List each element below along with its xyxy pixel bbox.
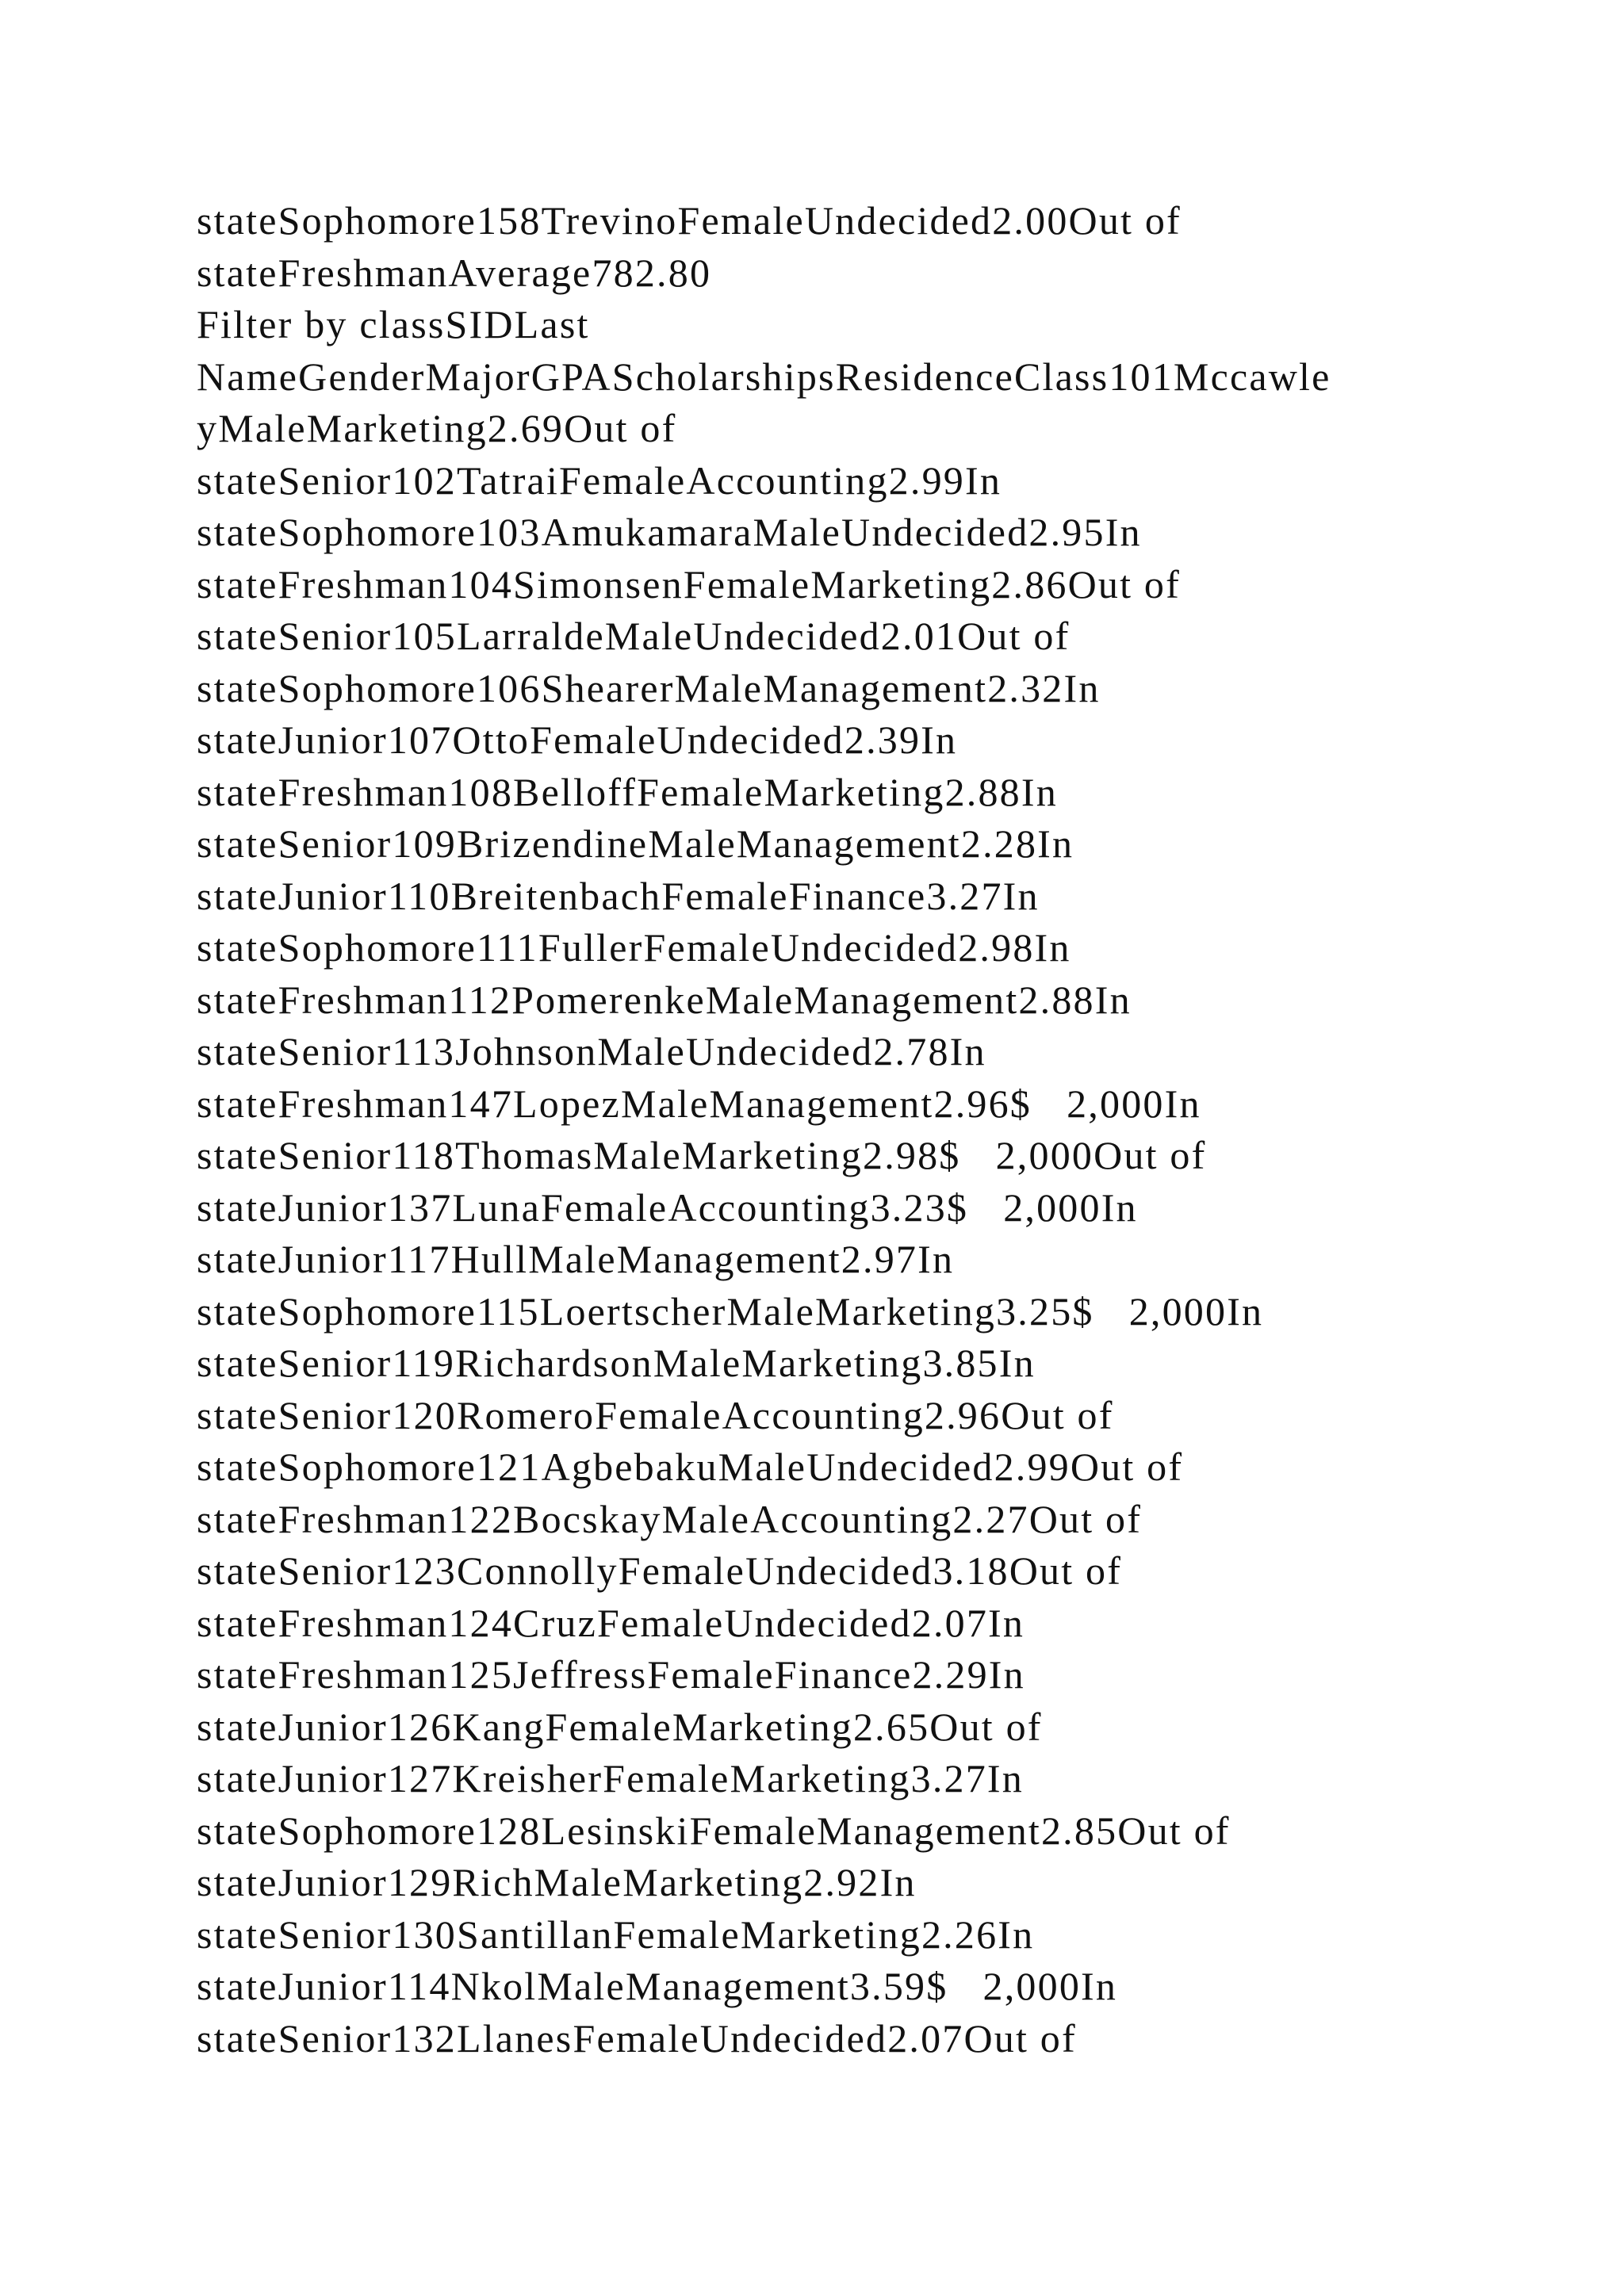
text-line: stateJunior137LunaFemaleAccounting3.23$ 2,000In [197, 1184, 1138, 1230]
text-line: stateFreshman104SimonsenFemaleMarketing2.86Out of [197, 561, 1181, 607]
document-text-block [197, 195, 1481, 2064]
text-line: stateSophomore115LoertscherMaleMarketing3.25$ 2,000In [197, 1288, 1264, 1334]
text-line: stateFreshmanAverage782.80 [197, 250, 712, 295]
text-line: stateSenior109BrizendineMaleManagement2.28In [197, 821, 1074, 866]
text-line: stateSophomore121AgbebakuMaleUndecided2.99Out of [197, 1445, 1184, 1489]
text-line: stateSophomore103AmukamaraMaleUndecided2.95In [197, 510, 1142, 554]
text-line: stateSenior102TatraiFemaleAccounting2.99In [197, 457, 1002, 503]
text-line: stateFreshman108BelloffFemaleMarketing2.88In [197, 769, 1058, 814]
text-line: stateSenior123ConnollyFemaleUndecided3.18Out of [197, 1548, 1123, 1593]
text-line: stateSenior120RomeroFemaleAccounting2.96Out of [197, 1392, 1114, 1437]
text-line: stateSenior105LarraldeMaleUndecided2.01Out of [197, 614, 1071, 658]
text-line: yMaleMarketing2.69Out of [197, 406, 677, 450]
text-line: NameGenderMajorGPAScholarshipsResidenceClass101Mccawle [197, 354, 1331, 399]
text-line: stateJunior110BreitenbachFemaleFinance3.27In [197, 873, 1040, 918]
text-line: stateSenior113JohnsonMaleUndecided2.78In [197, 1029, 986, 1073]
text-line: stateFreshman147LopezMaleManagement2.96$ 2,000In [197, 1081, 1201, 1126]
text-line: stateSophomore158TrevinoFemaleUndecided2.00Out of [197, 198, 1182, 243]
text-line: stateJunior126KangFemaleMarketing2.65Out of [197, 1704, 1043, 1749]
text-line: stateFreshman124CruzFemaleUndecided2.07In [197, 1600, 1025, 1645]
text-line: stateJunior129RichMaleMarketing2.92In [197, 1860, 917, 1904]
text-line: stateJunior127KreisherFemaleMarketing3.27In [197, 1756, 1024, 1800]
text-line: stateFreshman122BocskayMaleAccounting2.27Out of [197, 1496, 1143, 1541]
text-line: stateFreshman112PomerenkeMaleManagement2.88In [197, 977, 1132, 1022]
text-line: stateSenior132LlanesFemaleUndecided2.07Out of [197, 2015, 1077, 2061]
text-line: stateSophomore128LesinskiFemaleManagement2.85Out of [197, 1808, 1231, 1853]
text-line: stateSenior118ThomasMaleMarketing2.98$ 2,000Out of [197, 1133, 1207, 1177]
text-line: stateSenior130SantillanFemaleMarketing2.26In [197, 1911, 1035, 1957]
text-line: stateJunior107OttoFemaleUndecided2.39In [197, 718, 958, 762]
text-line: stateSophomore111FullerFemaleUndecided2.98In [197, 925, 1071, 970]
text-line: stateSophomore106ShearerMaleManagement2.32In [197, 665, 1101, 710]
text-line: stateJunior117HullMaleManagement2.97In [197, 1237, 955, 1281]
text-line: Filter by classSIDLast [197, 302, 590, 346]
text-line: stateSenior119RichardsonMaleMarketing3.85In [197, 1341, 1036, 1385]
text-line: stateFreshman125JeffressFemaleFinance2.29In [197, 1652, 1025, 1697]
text-line: stateJunior114NkolMaleManagement3.59$ 2,000In [197, 1964, 1118, 2008]
